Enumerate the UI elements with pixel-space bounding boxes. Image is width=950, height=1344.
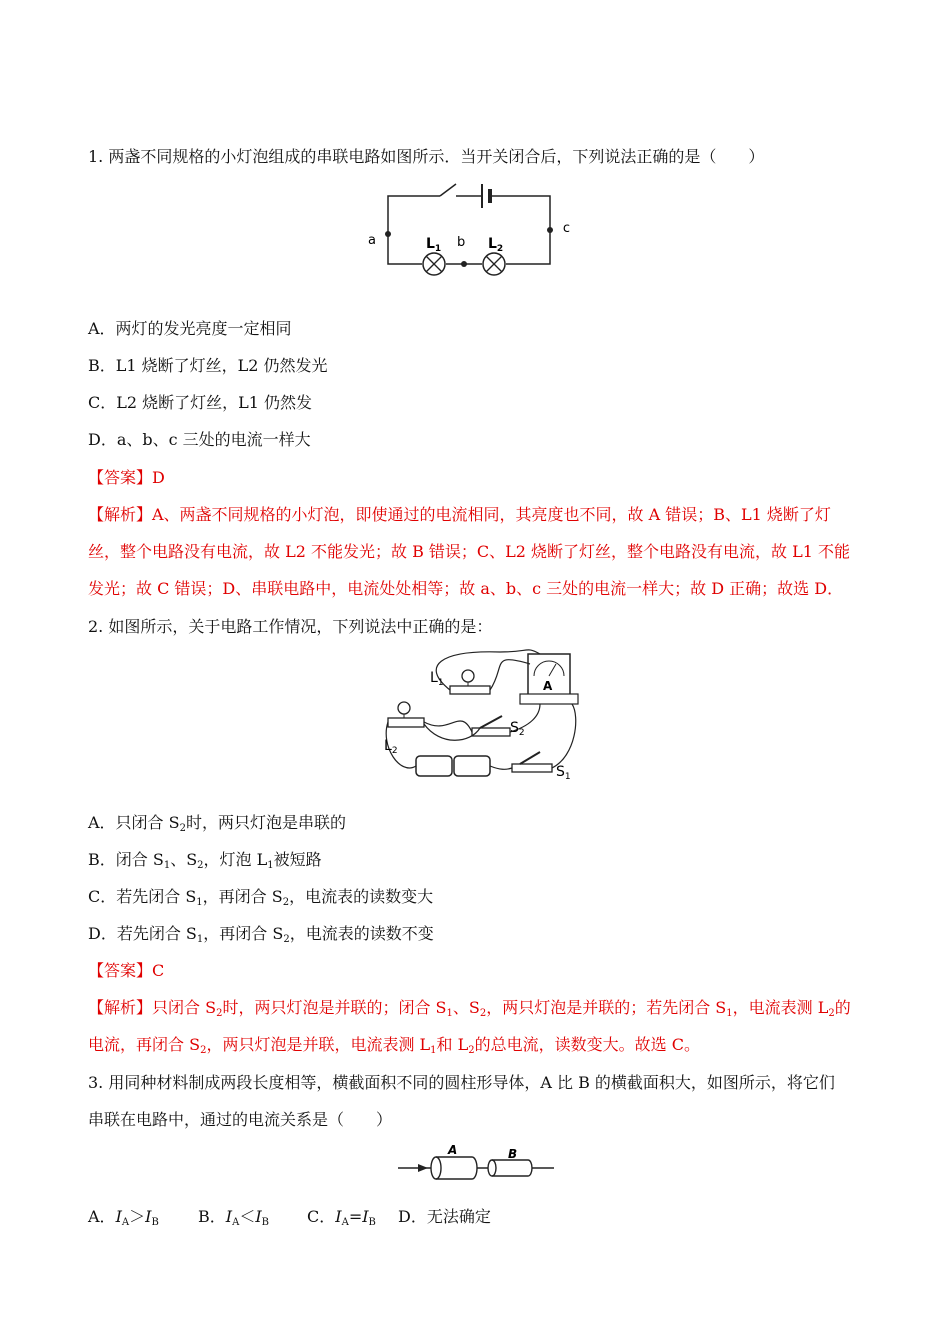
q3-stem-line-2: 串联在电路中，通过的电流关系是（ ） [88, 1110, 393, 1129]
label-b: b [457, 235, 466, 250]
label-l2: $L_2$ [384, 738, 398, 756]
q3-conductors-figure [396, 1140, 556, 1190]
q1-analysis-line-3: 发光；故 C 错误；D、串联电路中，电流处处相等；故 a、b、c 三处的电流一样大；故 D 正确；故选 D． [88, 579, 844, 598]
q1-option-c: C．L2 烧断了灯丝，L1 仍然发 [88, 393, 313, 412]
q2-analysis-line-2: 电流，再闭合 $S_2$，两只灯泡是并联，电流表测 $L_1$和 $L_2$的总电流，读数变大。故选 C。 [88, 1035, 700, 1056]
label-l1: $L_1$ [430, 670, 444, 688]
lamp-l1-icon [450, 670, 490, 694]
q1-stem: 1. 两盏不同规格的小灯泡组成的串联电路如图所示．当开关闭合后，下列说法正确的是（ ） [88, 147, 765, 166]
label-s2: $S_2$ [510, 720, 525, 738]
ammeter-icon [520, 654, 578, 704]
label-b: B [508, 1147, 518, 1161]
switch-symbol [440, 184, 456, 196]
q1-series-circuit-figure [360, 178, 570, 278]
label-a: a [368, 233, 376, 248]
q2-option-a: A．只闭合 $S_2$时，两只灯泡是串联的 [88, 813, 346, 834]
label-l1: $L_1$ [426, 236, 442, 254]
q3-option-c: C．$I_A=I_B$ [307, 1207, 376, 1228]
q2-analysis-line-1: 【解析】只闭合 $S_2$时，两只灯泡是并联的；闭合 $S_1$、$S_2$，两只灯泡是并联的；若先闭合 $S_1$，电流表测 $L_2$的 [88, 998, 851, 1019]
q3-option-b: B．$I_A<I_B$ [198, 1207, 270, 1228]
label-c: c [562, 221, 570, 236]
label-l2: $L_2$ [488, 236, 504, 254]
q2-option-b: B．闭合 $S_1$、$S_2$，灯泡 $L_1$被短路 [88, 850, 322, 871]
q1-option-b: B．L1 烧断了灯丝，L2 仍然发光 [88, 356, 328, 375]
svg-text:A: A [543, 679, 553, 693]
q3-stem-line-1: 3. 用同种材料制成两段长度相等，横截面积不同的圆柱形导体，A 比 B 的横截面积大，如图所示，将它们 [88, 1073, 835, 1092]
switch-s2-icon [472, 716, 510, 736]
label-a: A [448, 1143, 458, 1157]
q1-answer: 【答案】D [88, 468, 165, 487]
q1-option-d: D．a、b、c 三处的电流一样大 [88, 430, 311, 449]
conductor-b-icon [488, 1160, 532, 1176]
switch-s1-icon [512, 752, 552, 772]
label-s1: $S_1$ [556, 764, 571, 782]
conductor-a-icon [431, 1157, 477, 1179]
battery-icon [416, 756, 490, 776]
q1-analysis-line-2: 丝，整个电路没有电流，故 L2 不能发光；故 B 错误；C、L2 烧断了灯丝，整个电路没有电流，故 L1 不能 [88, 542, 851, 561]
q2-physical-circuit-figure [380, 646, 580, 786]
lamp-l1-symbol [423, 253, 445, 275]
q3-option-d: D．无法确定 [398, 1207, 491, 1226]
q2-answer: 【答案】C [88, 961, 165, 980]
q3-option-a: A．$I_A>I_B$ [88, 1207, 159, 1228]
q2-option-d: D．若先闭合 $S_1$，再闭合 $S_2$，电流表的读数不变 [88, 924, 434, 945]
q2-option-c: C．若先闭合 $S_1$，再闭合 $S_2$，电流表的读数变大 [88, 887, 434, 908]
q1-option-a: A．两灯的发光亮度一定相同 [88, 319, 292, 338]
q1-analysis-line-1: 【解析】A、两盏不同规格的小灯泡，即使通过的电流相同，其亮度也不同，故 A 错误；B、L1 烧断了灯 [88, 505, 831, 524]
lamp-l2-icon [388, 702, 424, 727]
lamp-l2-symbol [483, 253, 505, 275]
q2-stem: 2. 如图所示，关于电路工作情况，下列说法中正确的是： [88, 617, 493, 636]
